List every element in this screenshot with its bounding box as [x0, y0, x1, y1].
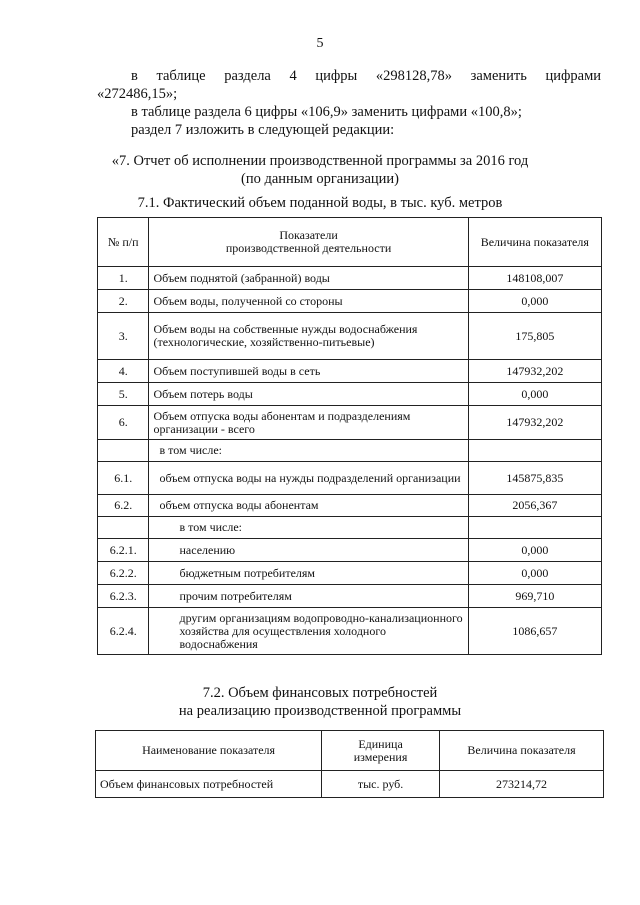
table-row: [98, 495, 602, 517]
row-value: 147932,202: [468, 406, 601, 440]
row-unit: тыс. руб.: [322, 771, 440, 798]
table-row: [98, 313, 602, 360]
row-value: 273214,72: [440, 771, 604, 798]
table-row: [98, 383, 602, 406]
row-num: 3.: [98, 313, 149, 360]
row-name: Объем воды, полученной со стороны: [149, 290, 468, 313]
header-unit-line2: измерения: [353, 749, 408, 764]
header-name-line2: производственной деятельности: [225, 241, 392, 255]
row-value: [468, 440, 601, 462]
header-num: № п/п: [98, 218, 149, 267]
row-value: [468, 517, 601, 539]
row-num: 1.: [98, 267, 149, 290]
water-volume-table: [97, 217, 602, 655]
row-value: 1086,657: [468, 608, 601, 655]
intro-line1a: в таблице раздела 4 цифры «298128,78» заменить цифрами: [131, 68, 601, 84]
row-name: Объем потерь воды: [149, 383, 468, 406]
row-name: другим организациям водопроводно-канализационного хозяйства для осуществления холодного водоснабжения: [149, 608, 468, 655]
table-row: [98, 440, 602, 462]
header-value: Величина показателя: [440, 731, 604, 771]
header-name: [149, 218, 468, 267]
row-num: 6.1.: [98, 462, 149, 495]
row-num: [98, 517, 149, 539]
row-num: 6.2.3.: [98, 585, 149, 608]
row-value: 145875,835: [468, 462, 601, 495]
table-header-row: [98, 218, 602, 267]
intro-line3: раздел 7 изложить в следующей редакции:: [131, 122, 395, 138]
table-row: [98, 562, 602, 585]
row-name: объем отпуска воды абонентам: [149, 495, 468, 517]
table-row: [98, 539, 602, 562]
row-value: 147932,202: [468, 360, 601, 383]
table-row: [98, 290, 602, 313]
header-unit-line1: Единица: [358, 736, 403, 751]
table-row: [98, 267, 602, 290]
table-row: [98, 462, 602, 495]
row-value: 0,000: [468, 290, 601, 313]
row-num: 6.2.4.: [98, 608, 149, 655]
row-value: 0,000: [468, 562, 601, 585]
row-name: в том числе:: [149, 517, 468, 539]
row-name: Объем финансовых потребностей: [96, 771, 322, 798]
row-value: 0,000: [468, 539, 601, 562]
row-num: 6.2.1.: [98, 539, 149, 562]
row-num: 6.: [98, 406, 149, 440]
table-row: [98, 360, 602, 383]
row-num: [98, 440, 149, 462]
table-header-row: [96, 731, 604, 771]
row-num: 2.: [98, 290, 149, 313]
row-num: 6.2.2.: [98, 562, 149, 585]
header-name: Наименование показателя: [96, 731, 322, 771]
intro-line1b: «272486,15»;: [97, 86, 178, 102]
header-unit: [322, 731, 440, 771]
row-num: 4.: [98, 360, 149, 383]
row-value: 0,000: [468, 383, 601, 406]
section7-title-line2: (по данным организации): [240, 171, 399, 187]
row-value: 175,805: [468, 313, 601, 360]
page-number: 5: [316, 36, 324, 51]
table-row: [96, 771, 604, 798]
section72-title-line1: 7.2. Объем финансовых потребностей: [202, 685, 438, 701]
row-name: Объем поднятой (забранной) воды: [149, 267, 468, 290]
row-name: Объем воды на собственные нужды водоснабжения (технологические, хозяйственно-питьевые): [149, 313, 468, 360]
row-num: 6.2.: [98, 495, 149, 517]
table-row: [98, 585, 602, 608]
row-num: 5.: [98, 383, 149, 406]
row-name: населению: [149, 539, 468, 562]
row-value: 969,710: [468, 585, 601, 608]
section7-title-line1: «7. Отчет об исполнении производственной программы за 2016 год: [111, 153, 529, 169]
row-name: в том числе:: [149, 440, 468, 462]
table-row: [98, 517, 602, 539]
row-name: объем отпуска воды на нужды подразделений организации: [149, 462, 468, 495]
row-name: Объем поступившей воды в сеть: [149, 360, 468, 383]
row-name: бюджетным потребителям: [149, 562, 468, 585]
header-name-line1: Показатели: [279, 228, 338, 242]
table-row: [98, 608, 602, 655]
row-value: 148108,007: [468, 267, 601, 290]
section71-title: 7.1. Фактический объем поданной воды, в тыс. куб. метров: [137, 195, 503, 211]
section72-title-line2: на реализацию производственной программы: [178, 703, 462, 719]
header-value: Величина показателя: [468, 218, 601, 267]
row-name: Объем отпуска воды абонентам и подразделениям организации - всего: [149, 406, 468, 440]
row-value: 2056,367: [468, 495, 601, 517]
table-row: [98, 406, 602, 440]
row-name: прочим потребителям: [149, 585, 468, 608]
financial-needs-table: [95, 730, 604, 798]
intro-line2: в таблице раздела 6 цифры «106,9» заменить цифрами «100,8»;: [131, 104, 522, 120]
